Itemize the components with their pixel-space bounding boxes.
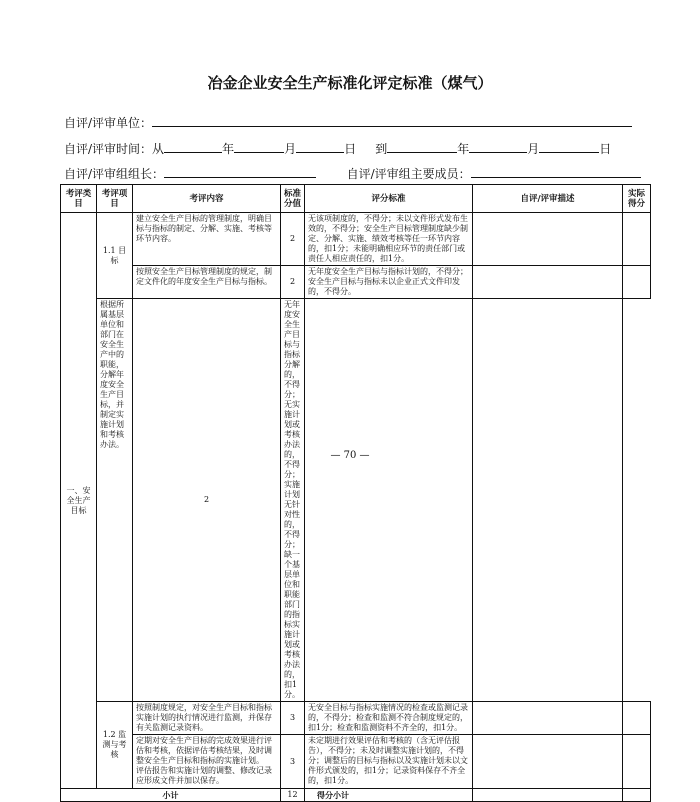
- blank: [387, 140, 457, 153]
- score-cell: 3: [281, 702, 305, 735]
- header-actual: 实际得分: [623, 185, 651, 213]
- score-cell: 2: [281, 266, 305, 299]
- table-row: [61, 702, 651, 735]
- content-cell: 建立安全生产目标的管理制度，明确目标与指标的制定、分解、实施、考核等环节内容。: [133, 213, 281, 266]
- time-row: [64, 140, 611, 157]
- unit-blank: [152, 114, 632, 127]
- actual-score-cell[interactable]: [623, 702, 651, 735]
- header-description: 自评/评审描述: [473, 185, 623, 213]
- year-text: 年: [222, 142, 235, 156]
- subtotal-score: 12: [281, 789, 305, 802]
- actual-score-cell[interactable]: [473, 299, 623, 702]
- unit-row: [64, 114, 632, 131]
- description-cell[interactable]: [305, 299, 473, 702]
- month-text: 月: [284, 142, 297, 156]
- criteria-cell: 未定期进行效果评估和考核的（含无评估报告），不得分；未及时调整实施计划的，不得分；调整后的目标与指标以及实施计划未以文件形式颁发的，扣1分；记录资料保存不齐全的，扣1分。: [305, 735, 473, 789]
- header-criteria: 评分标准: [305, 185, 473, 213]
- subtotal-label: 小计: [61, 789, 281, 802]
- members-label: 自评/评审组主要成员：: [346, 167, 471, 181]
- description-cell[interactable]: [473, 213, 623, 266]
- criteria-cell: 无年度安全生产目标与指标计划的，不得分；安全生产目标与指标未以企业正式文件印发的，不得分。: [305, 266, 473, 299]
- unit-label: 自评/评审单位：: [64, 116, 153, 130]
- leader-row: [64, 165, 641, 182]
- page-number: — 70 —: [330, 450, 370, 461]
- criteria-cell: 无安全目标与指标实施情况的检查或监测记录的，不得分；检查和监测不符合制度规定的，扣1分；检查和监测资料不齐全的，扣1分。: [305, 702, 473, 735]
- table-row: [61, 735, 651, 789]
- description-cell[interactable]: [473, 735, 623, 789]
- description-cell[interactable]: [473, 266, 623, 299]
- blank: [296, 140, 344, 153]
- leader-label: 自评/评审组组长：: [64, 167, 165, 181]
- subtotal-actual-cell[interactable]: [623, 789, 651, 802]
- to-text: 到: [375, 142, 388, 156]
- header-item: 考评项目: [97, 185, 133, 213]
- members-blank: [471, 165, 641, 178]
- criteria-cell: 无该项制度的，不得分；未以文件形式发布生效的，不得分；安全生产目标管理制度缺少制定、分解、实施、绩效考核等任一环节内容的，扣1分；未能明确相应环节的责任部门或责任人相应责任的，扣1分。: [305, 213, 473, 266]
- category-cell: 一、安全生产目标: [61, 213, 97, 789]
- header-score: 标准分值: [281, 185, 305, 213]
- content-cell: 按照安全生产目标管理制度的规定，制定文件化的年度安全生产目标与指标。: [133, 266, 281, 299]
- actual-score-cell[interactable]: [623, 213, 651, 266]
- day-text: 日: [599, 142, 612, 156]
- score-cell: 2: [133, 299, 281, 702]
- subtotal-description-cell[interactable]: [473, 789, 623, 802]
- table-row: [61, 266, 651, 299]
- actual-score-cell[interactable]: [623, 266, 651, 299]
- page-title: 冶金企业安全生产标准化评定标准（煤气）: [207, 74, 493, 92]
- blank: [164, 140, 222, 153]
- item-cell: 1.1 目标: [97, 213, 133, 299]
- header-row: [61, 185, 651, 213]
- blank: [469, 140, 527, 153]
- blank: [539, 140, 599, 153]
- from-text: 从: [152, 142, 165, 156]
- description-cell[interactable]: [473, 702, 623, 735]
- year-text: 年: [457, 142, 470, 156]
- blank: [234, 140, 284, 153]
- header-content: 考评内容: [133, 185, 281, 213]
- subtotal-got-label: 得分小计: [305, 789, 473, 802]
- content-cell: 按照制度规定，对安全生产目标和指标实施计划的执行情况进行监测，并保存有关监测记录资料。: [133, 702, 281, 735]
- table-row: [61, 213, 651, 266]
- score-cell: 2: [281, 213, 305, 266]
- item-cell: 1.2 监测与考核: [97, 702, 133, 789]
- table-row: [61, 299, 651, 702]
- subtotal-row: [61, 789, 651, 802]
- day-text: 日: [344, 142, 357, 156]
- actual-score-cell[interactable]: [623, 735, 651, 789]
- header-category: 考评类目: [61, 185, 97, 213]
- criteria-cell: 无年度安全生产目标与指标分解的，不得分；无实施计划或考核办法的，不得分；实施计划无针对性的，不得分；缺一个基层单位和职能部门的指标实施计划或考核办法的，扣1分。: [281, 299, 305, 702]
- evaluation-table: [60, 184, 651, 802]
- time-label: 自评/评审时间：: [64, 142, 153, 156]
- content-cell: 定期对安全生产目标的完成效果进行评估和考核，依据评估考核结果，及时调整安全生产目标和指标的实施计划。 评估报告和实施计划的调整、修改记录应形成文件并加以保存。: [133, 735, 281, 789]
- score-cell: 3: [281, 735, 305, 789]
- leader-blank: [164, 165, 316, 178]
- content-cell: 根据所属基层单位和部门在安全生产中的职能，分解年度安全生产目标，并制定实施计划和考核办法。: [97, 299, 133, 702]
- month-text: 月: [527, 142, 540, 156]
